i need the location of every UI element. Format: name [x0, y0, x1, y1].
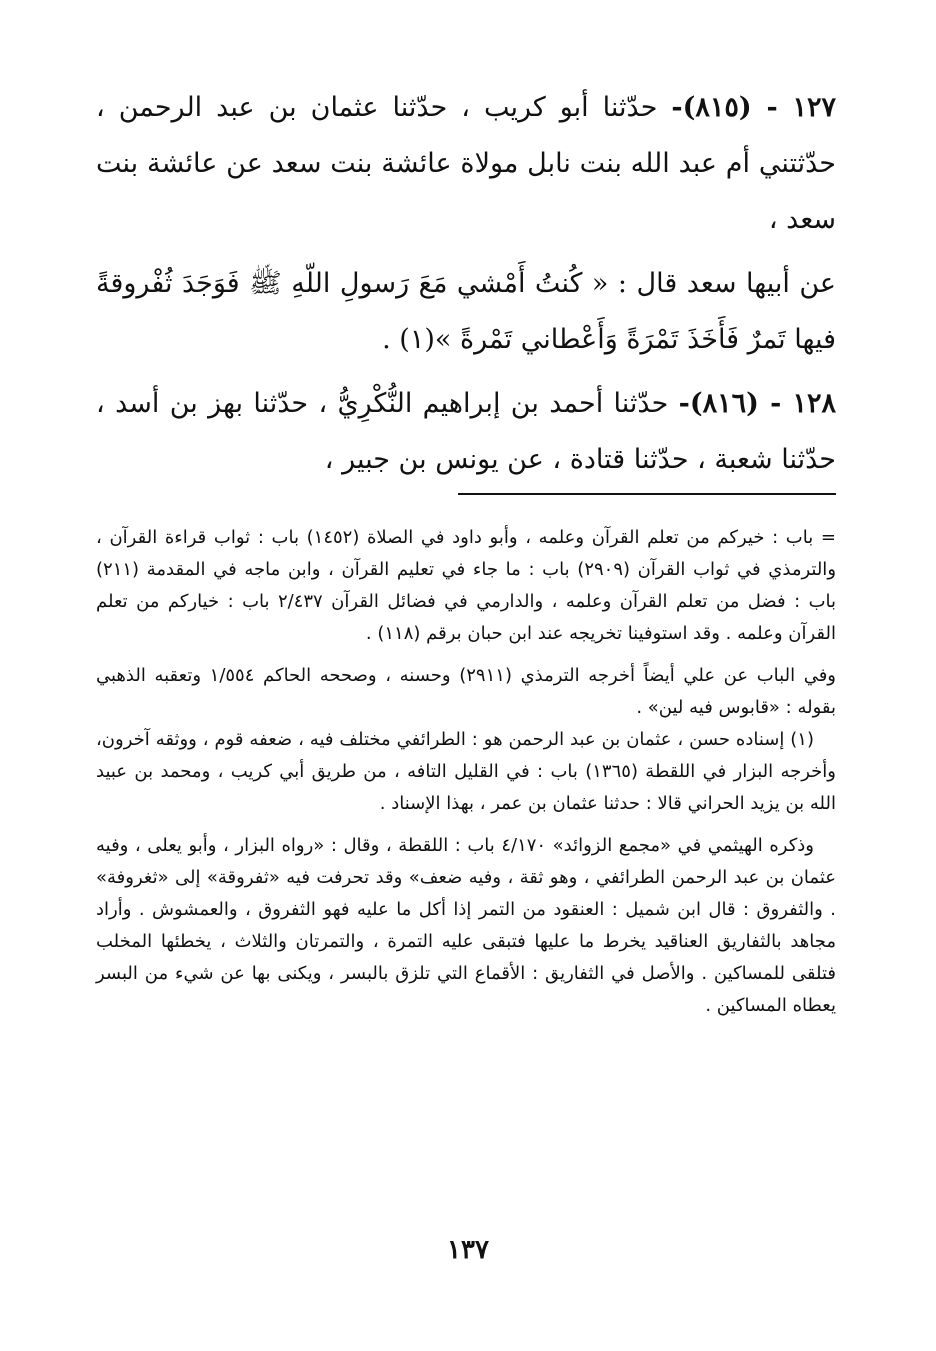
hadith-number: ١٢٧ - (٨١٥)- — [671, 92, 836, 123]
hadith-number: ١٢٨ - (٨١٦)- — [678, 388, 837, 419]
hadith-text: عن أبيها سعد قال : « كُنتُ أَمْشي مَعَ رَسولِ اللّهِ ﷺ فَوَجَدَ ثُفْروقةً فيها تَمرٌ فَأَخَذَ تَمْرَةً وَأَعْطاني تَمْرةً »(١) . — [96, 268, 836, 355]
footnote-paragraph: وفي الباب عن علي أيضاً أخرجه الترمذي (٢٩١١) وحسنه ، وصححه الحاكم ١/٥٥٤ وتعقبه الذهبي بقوله : «قابوس فيه لين» . — [96, 665, 836, 718]
hadith-128 — [96, 376, 836, 488]
main-text — [96, 80, 836, 488]
hadith-text: حدّثنا أبو كريب ، حدّثنا عثمان بن عبد الرحمن ، حدّثتني أم عبد الله بنت نابل مولاة عائشة بنت سعد عن عائشة بنت سعد ، — [96, 92, 836, 235]
hadith-127-continuation — [96, 256, 836, 368]
footnote-separator — [458, 493, 836, 495]
page-number: ١٣٧ — [447, 1235, 489, 1265]
footnotes — [96, 522, 836, 1022]
hadith-text: حدّثنا أحمد بن إبراهيم النُّكْرِيُّ ، حدّثنا بهز بن أسد ، حدّثنا شعبة ، حدّثنا قتادة ، عن يونس بن جبير ، — [96, 388, 836, 475]
footnote-paragraph: (١) إسناده حسن ، عثمان بن عبد الرحمن هو : الطرائفي مختلف فيه ، ضعفه قوم ، ووثقه آخرون، وأخرجه البزار في اللقطة (١٣٦٥) باب : في القليل التافه ، من طريق أبي كريب ، ومحمد بن عبيد الله بن يزيد الحراني قالا : حدثنا عثمان بن عمر ، بهذا الإسناد . — [96, 729, 836, 814]
footnote-paragraph: وذكره الهيثمي في «مجمع الزوائد» ٤/١٧٠ باب : اللقطة ، وقال : «رواه البزار ، وأبو يعلى ، وفيه عثمان بن عبد الرحمن الطرائفي ، وهو ثقة ، وفيه ضعف» وقد تحرفت فيه «ثفروقة» إلى «ثغروفة» . والثفروق : قال ابن شميل : العنقود من التمر إذا أكل ما عليه فهو الثفروق ، والعمشوش . وأراد مجاهد بالثفاريق العناقيد يخرط ما عليها فتبقى عليه التمرة ، والتمرتان والثلاث ، يخطئها المخلب فتلقى للمساكين . والأصل في الثفاريق : الأقماع التي تلزق بالبسر ، ويكنى بها عن شيء من البسر يعطاه المساكين . — [96, 835, 836, 1016]
footnote-paragraph: = باب : خيركم من تعلم القرآن وعلمه ، وأبو داود في الصلاة (١٤٥٢) باب : ثواب قراءة القرآن ، والترمذي في ثواب القرآن (٢٩٠٩) باب : ما جاء في تعليم القرآن ، وابن ماجه في المقدمة (٢١١) باب : فضل من تعلم القرآن وعلمه ، والدارمي في فضائل القرآن ٢/٤٣٧ باب : خياركم من تعلم القرآن وعلمه . وقد استوفينا تخريجه عند ابن حبان برقم (١١٨) . — [96, 527, 837, 644]
hadith-127 — [96, 80, 836, 248]
